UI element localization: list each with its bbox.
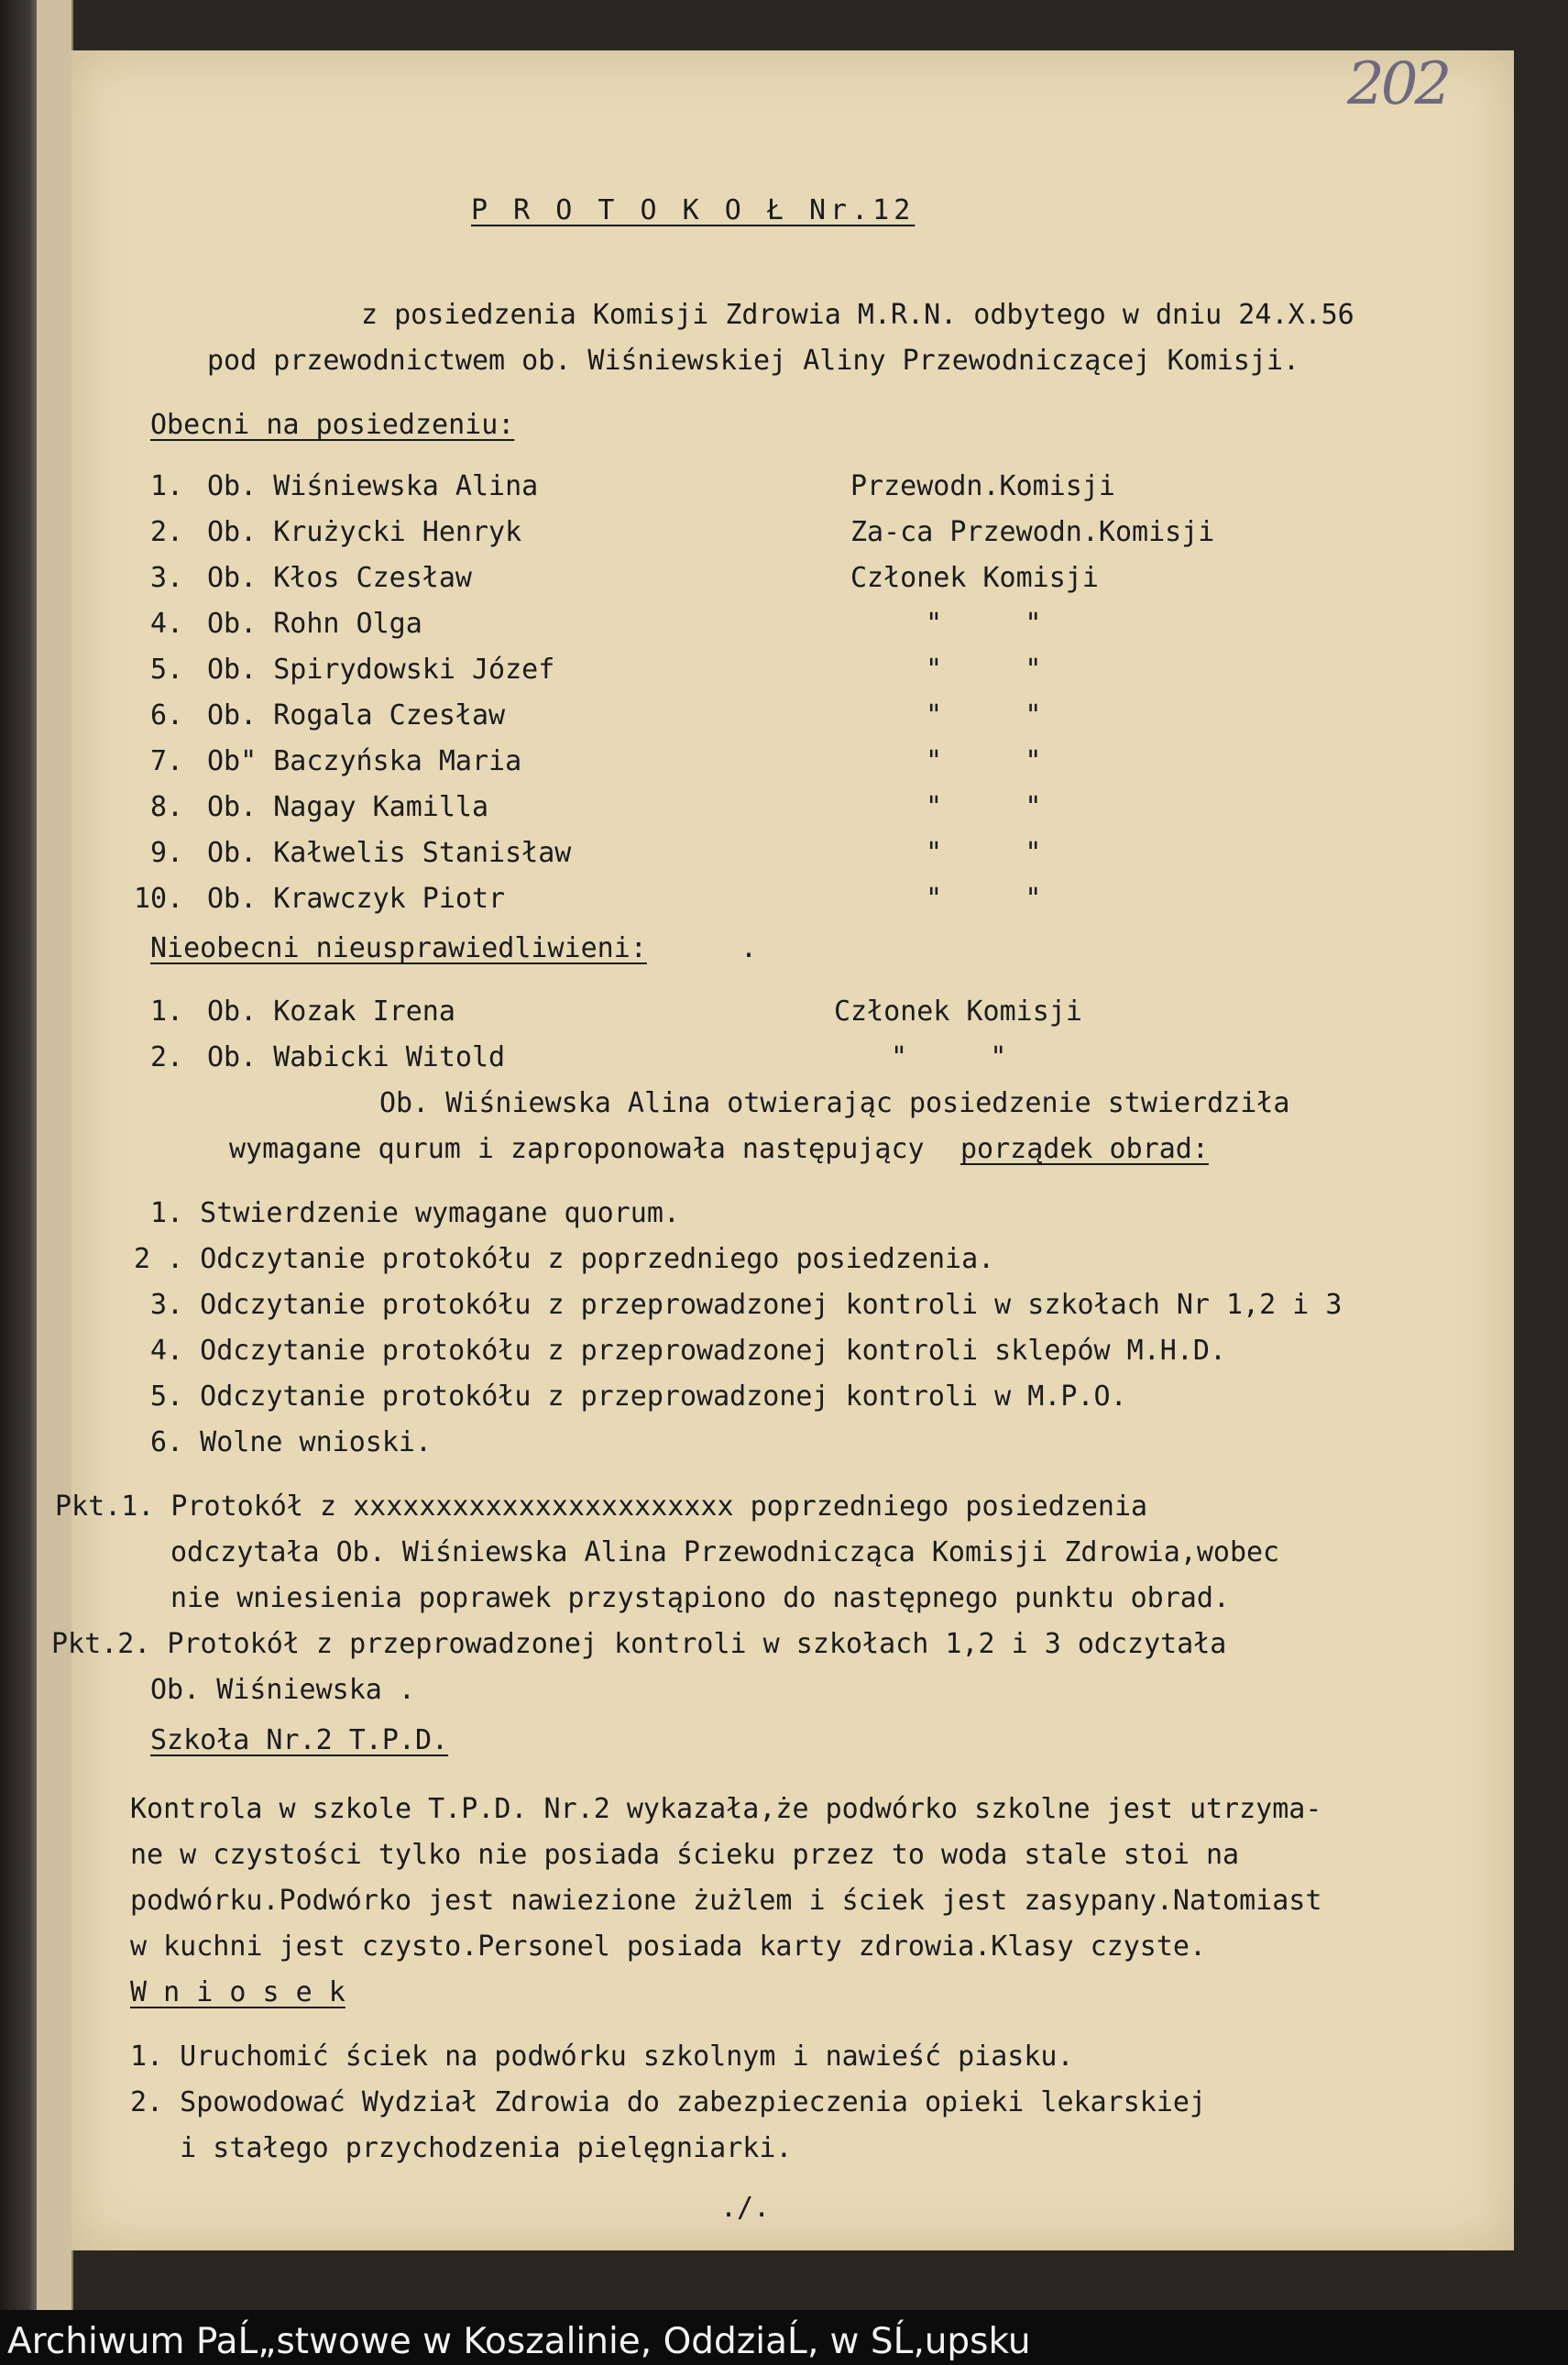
present-num: 9. [150, 837, 184, 869]
folio-number: 202 [1347, 50, 1449, 118]
conclusion-heading: W n i o s e k [130, 1976, 345, 2008]
present-role: " " [926, 699, 1042, 732]
binding-page-edge [37, 0, 73, 2310]
present-role: " " [926, 883, 1042, 915]
conclusion-item: 2. Spowodować Wydział Zdrowia do zabezpieczenia opieki lekarskiej [130, 2086, 1206, 2118]
pkt2-line-2: Ob. Wiśniewska . [150, 1674, 415, 1706]
absent-name: Ob. Kozak Irena [207, 996, 455, 1028]
document-title: P R O T O K O Ł Nr.12 [471, 194, 916, 226]
present-role: " " [926, 608, 1042, 640]
present-role: " " [926, 791, 1042, 823]
present-role: Za-ca Przewodn.Komisji [850, 516, 1215, 548]
absent-num: 1. [150, 996, 184, 1028]
present-name: Ob. Krawczyk Piotr [207, 883, 506, 915]
absent-num: 2. [150, 1041, 184, 1073]
present-num: 1. [150, 470, 184, 502]
present-name: Ob. Rohn Olga [207, 608, 422, 640]
present-num: 3. [150, 562, 184, 594]
agenda-item: 3. Odczytanie protokółu z przeprowadzonej kontroli w szkołach Nr 1,2 i 3 [150, 1289, 1343, 1321]
archive-footer-caption: Archiwum PaĹ„stwowe w Koszalinie, OddziaĹ‚ w SĹ‚upsku [7, 2321, 1031, 2362]
present-name: Ob. Wiśniewska Alina [207, 470, 539, 502]
present-name: Ob. Rogala Czesław [207, 699, 506, 732]
school-heading: Szkoła Nr.2 T.P.D. [150, 1724, 449, 1756]
opening-line-1: Ob. Wiśniewska Alina otwierając posiedzenie stwierdziła [379, 1087, 1290, 1119]
present-name: Ob. Nagay Kamilla [207, 791, 489, 823]
present-name: Ob. Kłos Czesław [207, 562, 472, 594]
pkt1-line-3: nie wniesienia poprawek przystąpiono do następnego punktu obrad. [170, 1582, 1230, 1614]
intro-line-1: z posiedzenia Komisji Zdrowia M.R.N. odbytego w dniu 24.X.56 [361, 299, 1354, 331]
agenda-item: 5. Odczytanie protokółu z przeprowadzonej kontroli w M.P.O. [150, 1380, 1127, 1413]
present-role: " " [926, 837, 1042, 869]
school-text-line: podwórku.Podwórko jest nawiezione żużlem i ściek jest zasypany.Natomiast [130, 1885, 1322, 1917]
conclusion-item: 1. Uruchomić ściek na podwórku szkolnym i nawieść piasku. [130, 2040, 1074, 2073]
present-role: Członek Komisji [850, 562, 1099, 594]
school-text-line: Kontrola w szkole T.P.D. Nr.2 wykazała,że podwórko szkolne jest utrzyma- [130, 1793, 1322, 1825]
absent-heading-dot: . [740, 932, 758, 964]
agenda-item: 1. Stwierdzenie wymagane quorum. [150, 1197, 680, 1229]
present-num: 7. [150, 745, 184, 777]
conclusion-item: i stałego przychodzenia pielęgniarki. [130, 2132, 793, 2164]
present-name: Ob. Krużycki Henryk [207, 516, 522, 548]
school-text-line: w kuchni jest czysto.Personel posiada karty zdrowia.Klasy czyste. [130, 1930, 1206, 1963]
present-name: Ob" Baczyńska Maria [207, 745, 522, 777]
absent-heading: Nieobecni nieusprawiedliwieni: [150, 932, 647, 964]
absent-role: Członek Komisji [834, 996, 1082, 1028]
opening-line-2: wymagane qurum i zaproponowała następujący [229, 1133, 925, 1165]
present-name: Ob. Kałwelis Stanisław [207, 837, 572, 869]
absent-role: " " [891, 1041, 1007, 1073]
agenda-item: 4. Odczytanie protokółu z przeprowadzonej kontroli sklepów M.H.D. [150, 1335, 1226, 1367]
present-num: 2. [150, 516, 184, 548]
agenda-item: 6. Wolne wnioski. [150, 1426, 433, 1458]
absent-name: Ob. Wabicki Witold [207, 1041, 506, 1073]
pkt1-line-2: odczytała Ob. Wiśniewska Alina Przewodnicząca Komisji Zdrowia,wobec [170, 1536, 1280, 1568]
page-end-mark: ./. [720, 2192, 771, 2224]
present-num: 4. [150, 608, 184, 640]
present-role: Przewodn.Komisji [850, 470, 1115, 502]
agenda-item: 2 . Odczytanie protokółu z poprzedniego posiedzenia. [134, 1243, 995, 1275]
intro-line-2: pod przewodnictwem ob. Wiśniewskiej Aliny Przewodniczącej Komisji. [207, 345, 1300, 377]
school-text-line: ne w czystości tylko nie posiada ścieku przez to woda stale stoi na [130, 1839, 1240, 1871]
pkt2-line-1: Pkt.2. Protokół z przeprowadzonej kontroli w szkołach 1,2 i 3 odczytała [51, 1628, 1227, 1660]
present-role: " " [926, 654, 1042, 686]
agenda-heading: porządek obrad: [960, 1133, 1209, 1165]
present-num: 6. [150, 699, 184, 732]
present-num: 10. [134, 883, 184, 915]
present-num: 8. [150, 791, 184, 823]
present-heading: Obecni na posiedzeniu: [150, 409, 515, 441]
present-role: " " [926, 745, 1042, 777]
pkt1-line-1: Pkt.1. Protokół z xxxxxxxxxxxxxxxxxxxxxxx poprzedniego posiedzenia [55, 1490, 1148, 1523]
present-name: Ob. Spirydowski Józef [207, 654, 555, 686]
present-num: 5. [150, 654, 184, 686]
